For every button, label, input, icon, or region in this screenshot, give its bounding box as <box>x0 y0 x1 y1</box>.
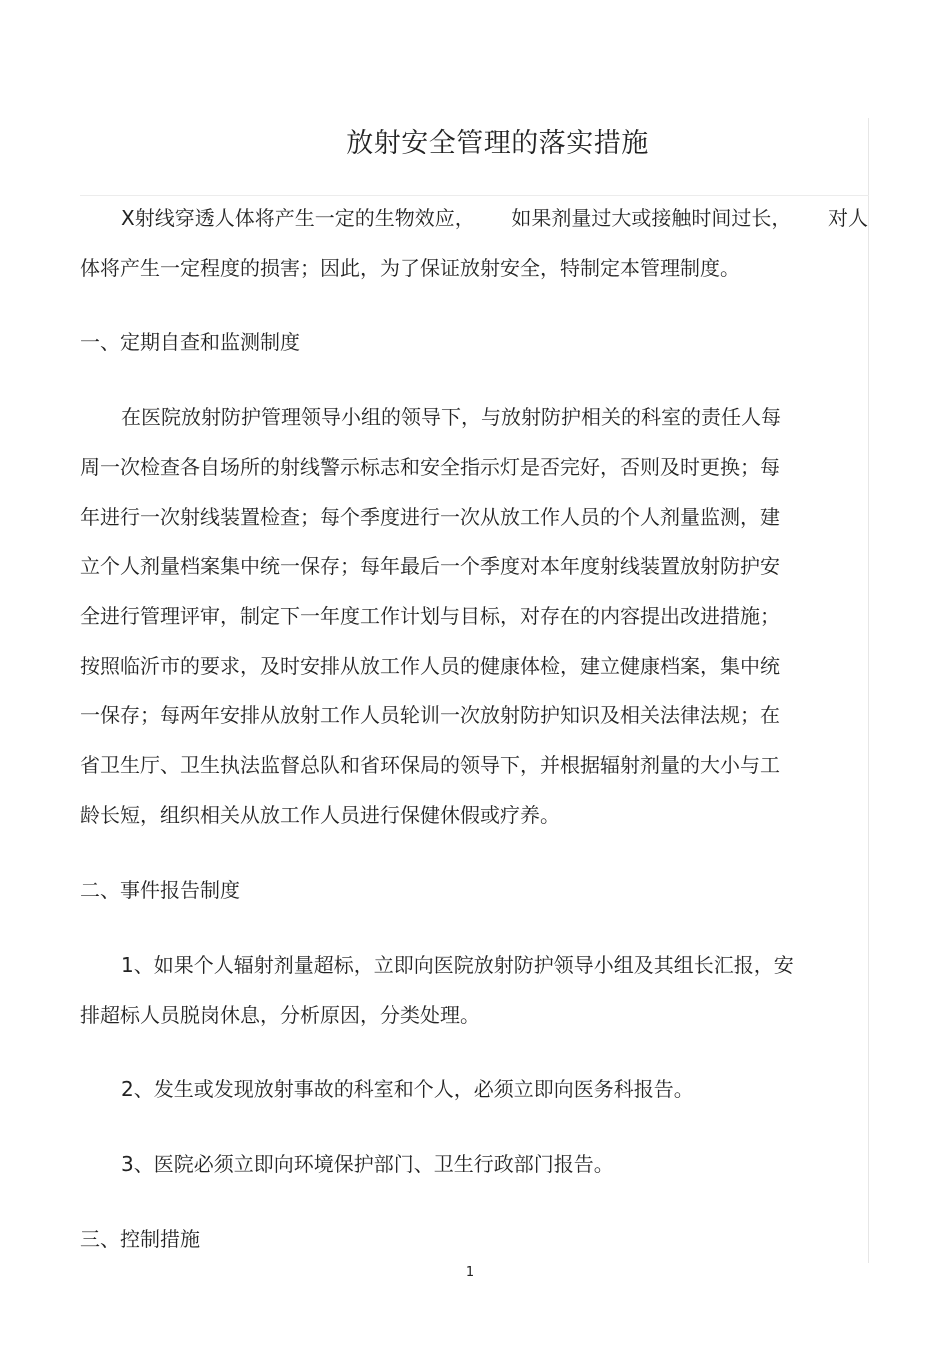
intro-paragraph-line-1 <box>121 203 868 233</box>
list-item: 3、医院必须立即向环境保护部门、卫生行政部门报告。 <box>121 1152 614 1176</box>
section-heading: 一、定期自查和监测制度 <box>80 330 300 354</box>
intro-segment: X射线穿透人体将产生一定的生物效应， <box>121 206 475 230</box>
paragraph-line: 龄长短，组织相关从放工作人员进行保健休假或疗养。 <box>80 803 560 827</box>
paragraph-line: 一保存；每两年安排从放射工作人员轮训一次放射防护知识及相关法律法规；在 <box>80 703 780 727</box>
list-item: 2、发生或发现放射事故的科室和个人，必须立即向医务科报告。 <box>121 1077 694 1101</box>
paragraph-line: 全进行管理评审，制定下一年度工作计划与目标，对存在的内容提出改进措施； <box>80 604 780 628</box>
section-heading: 三、控制措施 <box>80 1227 200 1251</box>
paragraph-line: 年进行一次射线装置检查；每个季度进行一次从放工作人员的个人剂量监测，建 <box>80 505 780 529</box>
paragraph-line: 周一次检查各自场所的射线警示标志和安全指示灯是否完好，否则及时更换；每 <box>80 455 780 479</box>
list-item-line: 排超标人员脱岗休息，分析原因，分类处理。 <box>80 1003 480 1027</box>
paragraph-line: 按照临沂市的要求，及时安排从放工作人员的健康体检，建立健康档案，集中统 <box>80 654 780 678</box>
header-divider <box>80 195 869 196</box>
page-edge-rule <box>868 118 869 1263</box>
paragraph-line: 在医院放射防护管理领导小组的领导下，与放射防护相关的科室的责任人每 <box>121 405 781 429</box>
paragraph-line: 立个人剂量档案集中统一保存；每年最后一个季度对本年度射线装置放射防护安 <box>80 554 780 578</box>
document-title: 放射安全管理的落实措施 <box>346 128 649 159</box>
intro-paragraph-line-2: 体将产生一定程度的损害；因此，为了保证放射安全，特制定本管理制度。 <box>80 256 740 280</box>
section-heading: 二、事件报告制度 <box>80 878 240 902</box>
intro-segment: 如果剂量过大或接触时间过长， <box>511 206 792 230</box>
paragraph-line: 省卫生厅、卫生执法监督总队和省环保局的领导下，并根据辐射剂量的大小与工 <box>80 753 780 777</box>
intro-segment: 对人 <box>827 206 868 230</box>
page-number: 1 <box>465 1265 475 1280</box>
list-item-line: 1、如果个人辐射剂量超标，立即向医院放射防护领导小组及其组长汇报，安 <box>121 953 794 977</box>
